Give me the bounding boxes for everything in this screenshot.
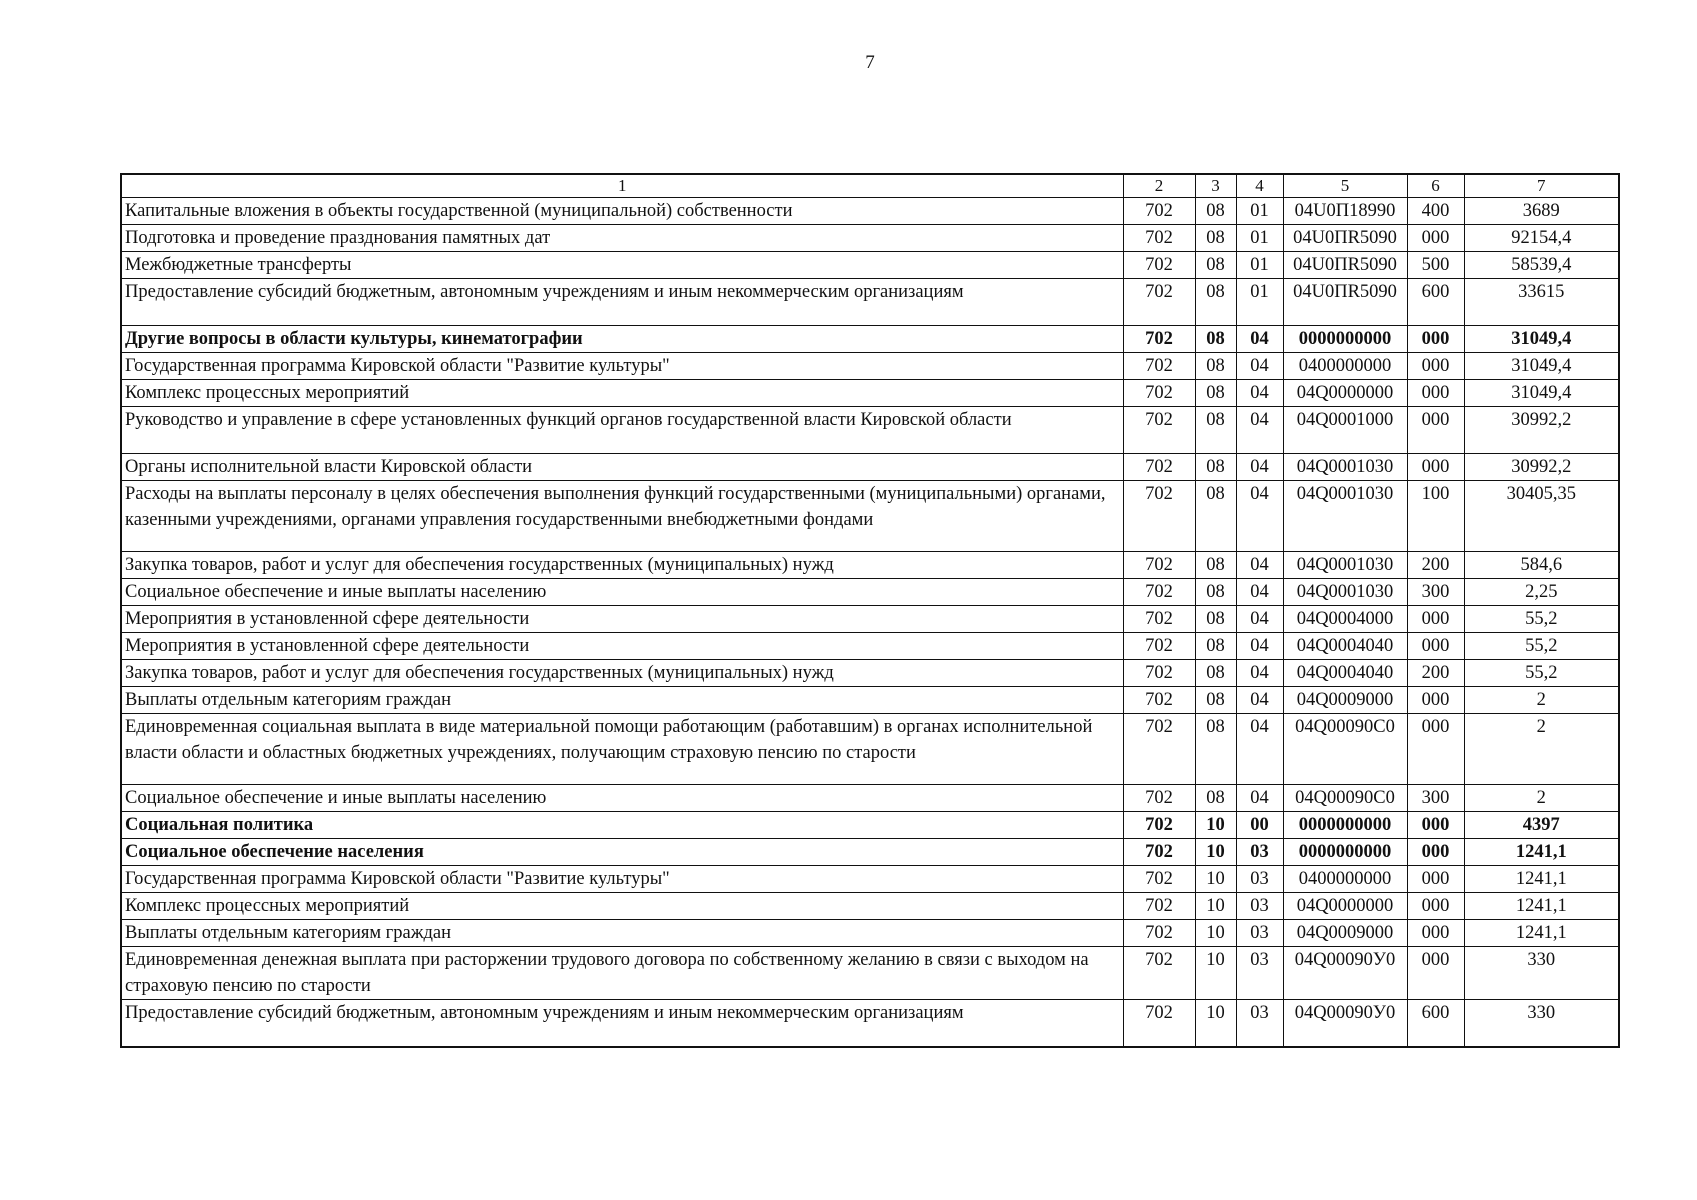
row-description: Предоставление субсидий бюджетным, автономным учреждениям и иным некоммерческим организациям: [121, 279, 1123, 326]
row-description: Другие вопросы в области культуры, кинематографии: [121, 326, 1123, 353]
cell-col7: 1241,1: [1464, 839, 1619, 866]
cell-col5: 04Q0000000: [1283, 893, 1407, 920]
cell-col4: 01: [1236, 225, 1283, 252]
cell-col7: 31049,4: [1464, 380, 1619, 407]
row-description: Руководство и управление в сфере установленных функций органов государственной власти Кировской области: [121, 407, 1123, 454]
cell-col7: 330: [1464, 1000, 1619, 1048]
cell-col3: 08: [1195, 714, 1236, 785]
cell-col6: 000: [1407, 454, 1464, 481]
cell-col2: 702: [1123, 606, 1195, 633]
cell-col3: 08: [1195, 407, 1236, 454]
cell-col6: 200: [1407, 660, 1464, 687]
cell-col7: 2: [1464, 785, 1619, 812]
table-row: [121, 839, 1619, 866]
column-header-row: [121, 174, 1619, 198]
cell-col2: 702: [1123, 407, 1195, 454]
cell-col4: 04: [1236, 326, 1283, 353]
cell-col4: 04: [1236, 454, 1283, 481]
column-header: 4: [1236, 174, 1283, 198]
cell-col2: 702: [1123, 920, 1195, 947]
cell-col2: 702: [1123, 579, 1195, 606]
cell-col2: 702: [1123, 454, 1195, 481]
cell-col5: 0000000000: [1283, 326, 1407, 353]
table-row: [121, 407, 1619, 454]
cell-col7: 1241,1: [1464, 866, 1619, 893]
cell-col4: 03: [1236, 893, 1283, 920]
cell-col2: 702: [1123, 326, 1195, 353]
cell-col3: 10: [1195, 812, 1236, 839]
table-row: [121, 481, 1619, 552]
row-description: Капитальные вложения в объекты государственной (муниципальной) собственности: [121, 198, 1123, 225]
cell-col6: 000: [1407, 380, 1464, 407]
table-row: [121, 552, 1619, 579]
cell-col2: 702: [1123, 866, 1195, 893]
cell-col5: 04Q0004040: [1283, 633, 1407, 660]
row-description: Комплекс процессных мероприятий: [121, 893, 1123, 920]
table-row: [121, 866, 1619, 893]
cell-col7: 30992,2: [1464, 454, 1619, 481]
cell-col7: 31049,4: [1464, 353, 1619, 380]
cell-col4: 00: [1236, 812, 1283, 839]
cell-col3: 08: [1195, 225, 1236, 252]
row-description: Единовременная социальная выплата в виде материальной помощи работающим (работавшим) в органах исполнительной власти области и областных бюджетных учреждениях, получающим страховую пенсию по старости: [121, 714, 1123, 785]
cell-col7: 2: [1464, 714, 1619, 785]
table-row: [121, 785, 1619, 812]
cell-col4: 04: [1236, 714, 1283, 785]
cell-col6: 000: [1407, 326, 1464, 353]
cell-col6: 400: [1407, 198, 1464, 225]
table-row: [121, 279, 1619, 326]
cell-col6: 000: [1407, 606, 1464, 633]
cell-col3: 08: [1195, 481, 1236, 552]
cell-col4: 04: [1236, 380, 1283, 407]
cell-col6: 000: [1407, 714, 1464, 785]
row-description: Государственная программа Кировской области "Развитие культуры": [121, 866, 1123, 893]
cell-col5: 04U0ПR5090: [1283, 225, 1407, 252]
cell-col3: 10: [1195, 866, 1236, 893]
cell-col2: 702: [1123, 839, 1195, 866]
cell-col6: 000: [1407, 353, 1464, 380]
cell-col4: 04: [1236, 687, 1283, 714]
cell-col6: 300: [1407, 579, 1464, 606]
cell-col6: 000: [1407, 407, 1464, 454]
cell-col7: 55,2: [1464, 606, 1619, 633]
cell-col3: 08: [1195, 198, 1236, 225]
cell-col2: 702: [1123, 225, 1195, 252]
cell-col3: 10: [1195, 947, 1236, 1000]
cell-col2: 702: [1123, 380, 1195, 407]
cell-col2: 702: [1123, 279, 1195, 326]
cell-col6: 000: [1407, 687, 1464, 714]
row-description: Выплаты отдельным категориям граждан: [121, 920, 1123, 947]
table-row: [121, 606, 1619, 633]
column-header: 6: [1407, 174, 1464, 198]
cell-col2: 702: [1123, 947, 1195, 1000]
cell-col6: 600: [1407, 1000, 1464, 1048]
table-row: [121, 947, 1619, 1000]
cell-col7: 330: [1464, 947, 1619, 1000]
cell-col5: 04Q0001030: [1283, 454, 1407, 481]
cell-col2: 702: [1123, 785, 1195, 812]
cell-col4: 04: [1236, 660, 1283, 687]
cell-col5: 04Q0001030: [1283, 481, 1407, 552]
cell-col3: 08: [1195, 380, 1236, 407]
table-row: [121, 714, 1619, 785]
cell-col3: 10: [1195, 920, 1236, 947]
cell-col4: 04: [1236, 579, 1283, 606]
table-row: [121, 579, 1619, 606]
cell-col4: 01: [1236, 252, 1283, 279]
page-number: 7: [865, 52, 875, 73]
table-row: [121, 660, 1619, 687]
cell-col3: 08: [1195, 579, 1236, 606]
row-description: Закупка товаров, работ и услуг для обеспечения государственных (муниципальных) нужд: [121, 552, 1123, 579]
cell-col7: 92154,4: [1464, 225, 1619, 252]
cell-col7: 1241,1: [1464, 920, 1619, 947]
row-description: Расходы на выплаты персоналу в целях обеспечения выполнения функций государственными (муниципальными) органами, казенными учреждениями, органами управления государственными внебюджетными фондами: [121, 481, 1123, 552]
cell-col6: 200: [1407, 552, 1464, 579]
row-description: Мероприятия в установленной сфере деятельности: [121, 633, 1123, 660]
column-header: 2: [1123, 174, 1195, 198]
cell-col5: 0400000000: [1283, 866, 1407, 893]
cell-col3: 08: [1195, 279, 1236, 326]
cell-col7: 3689: [1464, 198, 1619, 225]
cell-col5: 04Q0009000: [1283, 687, 1407, 714]
row-description: Мероприятия в установленной сфере деятельности: [121, 606, 1123, 633]
cell-col6: 000: [1407, 812, 1464, 839]
cell-col5: 04Q00090С0: [1283, 714, 1407, 785]
cell-col2: 702: [1123, 353, 1195, 380]
cell-col3: 08: [1195, 660, 1236, 687]
cell-col6: 300: [1407, 785, 1464, 812]
cell-col3: 08: [1195, 252, 1236, 279]
table-row: [121, 225, 1619, 252]
row-description: Государственная программа Кировской области "Развитие культуры": [121, 353, 1123, 380]
cell-col4: 04: [1236, 606, 1283, 633]
table-row: [121, 454, 1619, 481]
cell-col3: 08: [1195, 785, 1236, 812]
cell-col5: 04U0ПR5090: [1283, 252, 1407, 279]
cell-col7: 55,2: [1464, 633, 1619, 660]
table-row: [121, 252, 1619, 279]
row-description: Межбюджетные трансферты: [121, 252, 1123, 279]
cell-col2: 702: [1123, 660, 1195, 687]
cell-col3: 10: [1195, 1000, 1236, 1048]
row-description: Закупка товаров, работ и услуг для обеспечения государственных (муниципальных) нужд: [121, 660, 1123, 687]
row-description: Подготовка и проведение празднования памятных дат: [121, 225, 1123, 252]
row-description: Социальное обеспечение населения: [121, 839, 1123, 866]
cell-col2: 702: [1123, 687, 1195, 714]
column-header: 3: [1195, 174, 1236, 198]
cell-col7: 2,25: [1464, 579, 1619, 606]
cell-col7: 30992,2: [1464, 407, 1619, 454]
cell-col7: 55,2: [1464, 660, 1619, 687]
cell-col3: 08: [1195, 633, 1236, 660]
cell-col4: 04: [1236, 633, 1283, 660]
cell-col4: 04: [1236, 353, 1283, 380]
cell-col4: 03: [1236, 839, 1283, 866]
cell-col5: 04Q0001030: [1283, 552, 1407, 579]
cell-col2: 702: [1123, 252, 1195, 279]
row-description: Социальная политика: [121, 812, 1123, 839]
cell-col2: 702: [1123, 198, 1195, 225]
cell-col7: 2: [1464, 687, 1619, 714]
cell-col4: 03: [1236, 866, 1283, 893]
cell-col7: 30405,35: [1464, 481, 1619, 552]
cell-col4: 03: [1236, 920, 1283, 947]
cell-col5: 04Q00090У0: [1283, 1000, 1407, 1048]
cell-col6: 000: [1407, 947, 1464, 1000]
cell-col7: 31049,4: [1464, 326, 1619, 353]
table-row: [121, 893, 1619, 920]
cell-col4: 01: [1236, 198, 1283, 225]
table-row: [121, 198, 1619, 225]
table-row: [121, 326, 1619, 353]
column-header: 7: [1464, 174, 1619, 198]
table-row: [121, 353, 1619, 380]
table-row: [121, 633, 1619, 660]
table-row: [121, 812, 1619, 839]
cell-col6: 000: [1407, 866, 1464, 893]
cell-col5: 0400000000: [1283, 353, 1407, 380]
cell-col5: 04Q00090У0: [1283, 947, 1407, 1000]
cell-col5: 0000000000: [1283, 812, 1407, 839]
cell-col5: 04Q0001000: [1283, 407, 1407, 454]
cell-col3: 10: [1195, 839, 1236, 866]
cell-col4: 04: [1236, 552, 1283, 579]
cell-col7: 1241,1: [1464, 893, 1619, 920]
cell-col2: 702: [1123, 812, 1195, 839]
table-row: [121, 1000, 1619, 1048]
row-description: Социальное обеспечение и иные выплаты населению: [121, 579, 1123, 606]
cell-col3: 08: [1195, 606, 1236, 633]
cell-col6: 600: [1407, 279, 1464, 326]
cell-col6: 000: [1407, 893, 1464, 920]
row-description: Единовременная денежная выплата при расторжении трудового договора по собственному желанию в связи с выходом на страховую пенсию по старости: [121, 947, 1123, 1000]
cell-col2: 702: [1123, 1000, 1195, 1048]
table-row: [121, 920, 1619, 947]
cell-col2: 702: [1123, 633, 1195, 660]
cell-col5: 04Q0009000: [1283, 920, 1407, 947]
cell-col5: 04Q0004040: [1283, 660, 1407, 687]
cell-col7: 584,6: [1464, 552, 1619, 579]
cell-col4: 03: [1236, 947, 1283, 1000]
cell-col5: 0000000000: [1283, 839, 1407, 866]
table-row: [121, 687, 1619, 714]
cell-col4: 03: [1236, 1000, 1283, 1048]
cell-col2: 702: [1123, 714, 1195, 785]
row-description: Предоставление субсидий бюджетным, автономным учреждениям и иным некоммерческим организациям: [121, 1000, 1123, 1048]
cell-col5: 04Q00090С0: [1283, 785, 1407, 812]
column-header: 1: [121, 174, 1123, 198]
cell-col3: 08: [1195, 454, 1236, 481]
cell-col3: 10: [1195, 893, 1236, 920]
cell-col4: 04: [1236, 785, 1283, 812]
cell-col6: 100: [1407, 481, 1464, 552]
cell-col4: 04: [1236, 481, 1283, 552]
cell-col3: 08: [1195, 552, 1236, 579]
cell-col3: 08: [1195, 326, 1236, 353]
cell-col3: 08: [1195, 687, 1236, 714]
cell-col2: 702: [1123, 481, 1195, 552]
column-header: 5: [1283, 174, 1407, 198]
cell-col7: 58539,4: [1464, 252, 1619, 279]
cell-col5: 04U0П18990: [1283, 198, 1407, 225]
table-row: [121, 380, 1619, 407]
cell-col4: 04: [1236, 407, 1283, 454]
cell-col6: 000: [1407, 633, 1464, 660]
cell-col2: 702: [1123, 893, 1195, 920]
budget-table: [120, 173, 1620, 1048]
cell-col6: 000: [1407, 839, 1464, 866]
cell-col7: 4397: [1464, 812, 1619, 839]
cell-col5: 04Q0000000: [1283, 380, 1407, 407]
cell-col7: 33615: [1464, 279, 1619, 326]
row-description: Выплаты отдельным категориям граждан: [121, 687, 1123, 714]
cell-col5: 04U0ПR5090: [1283, 279, 1407, 326]
cell-col2: 702: [1123, 552, 1195, 579]
cell-col4: 01: [1236, 279, 1283, 326]
row-description: Органы исполнительной власти Кировской области: [121, 454, 1123, 481]
cell-col6: 500: [1407, 252, 1464, 279]
cell-col6: 000: [1407, 225, 1464, 252]
row-description: Комплекс процессных мероприятий: [121, 380, 1123, 407]
cell-col5: 04Q0001030: [1283, 579, 1407, 606]
cell-col5: 04Q0004000: [1283, 606, 1407, 633]
row-description: Социальное обеспечение и иные выплаты населению: [121, 785, 1123, 812]
cell-col3: 08: [1195, 353, 1236, 380]
cell-col6: 000: [1407, 920, 1464, 947]
